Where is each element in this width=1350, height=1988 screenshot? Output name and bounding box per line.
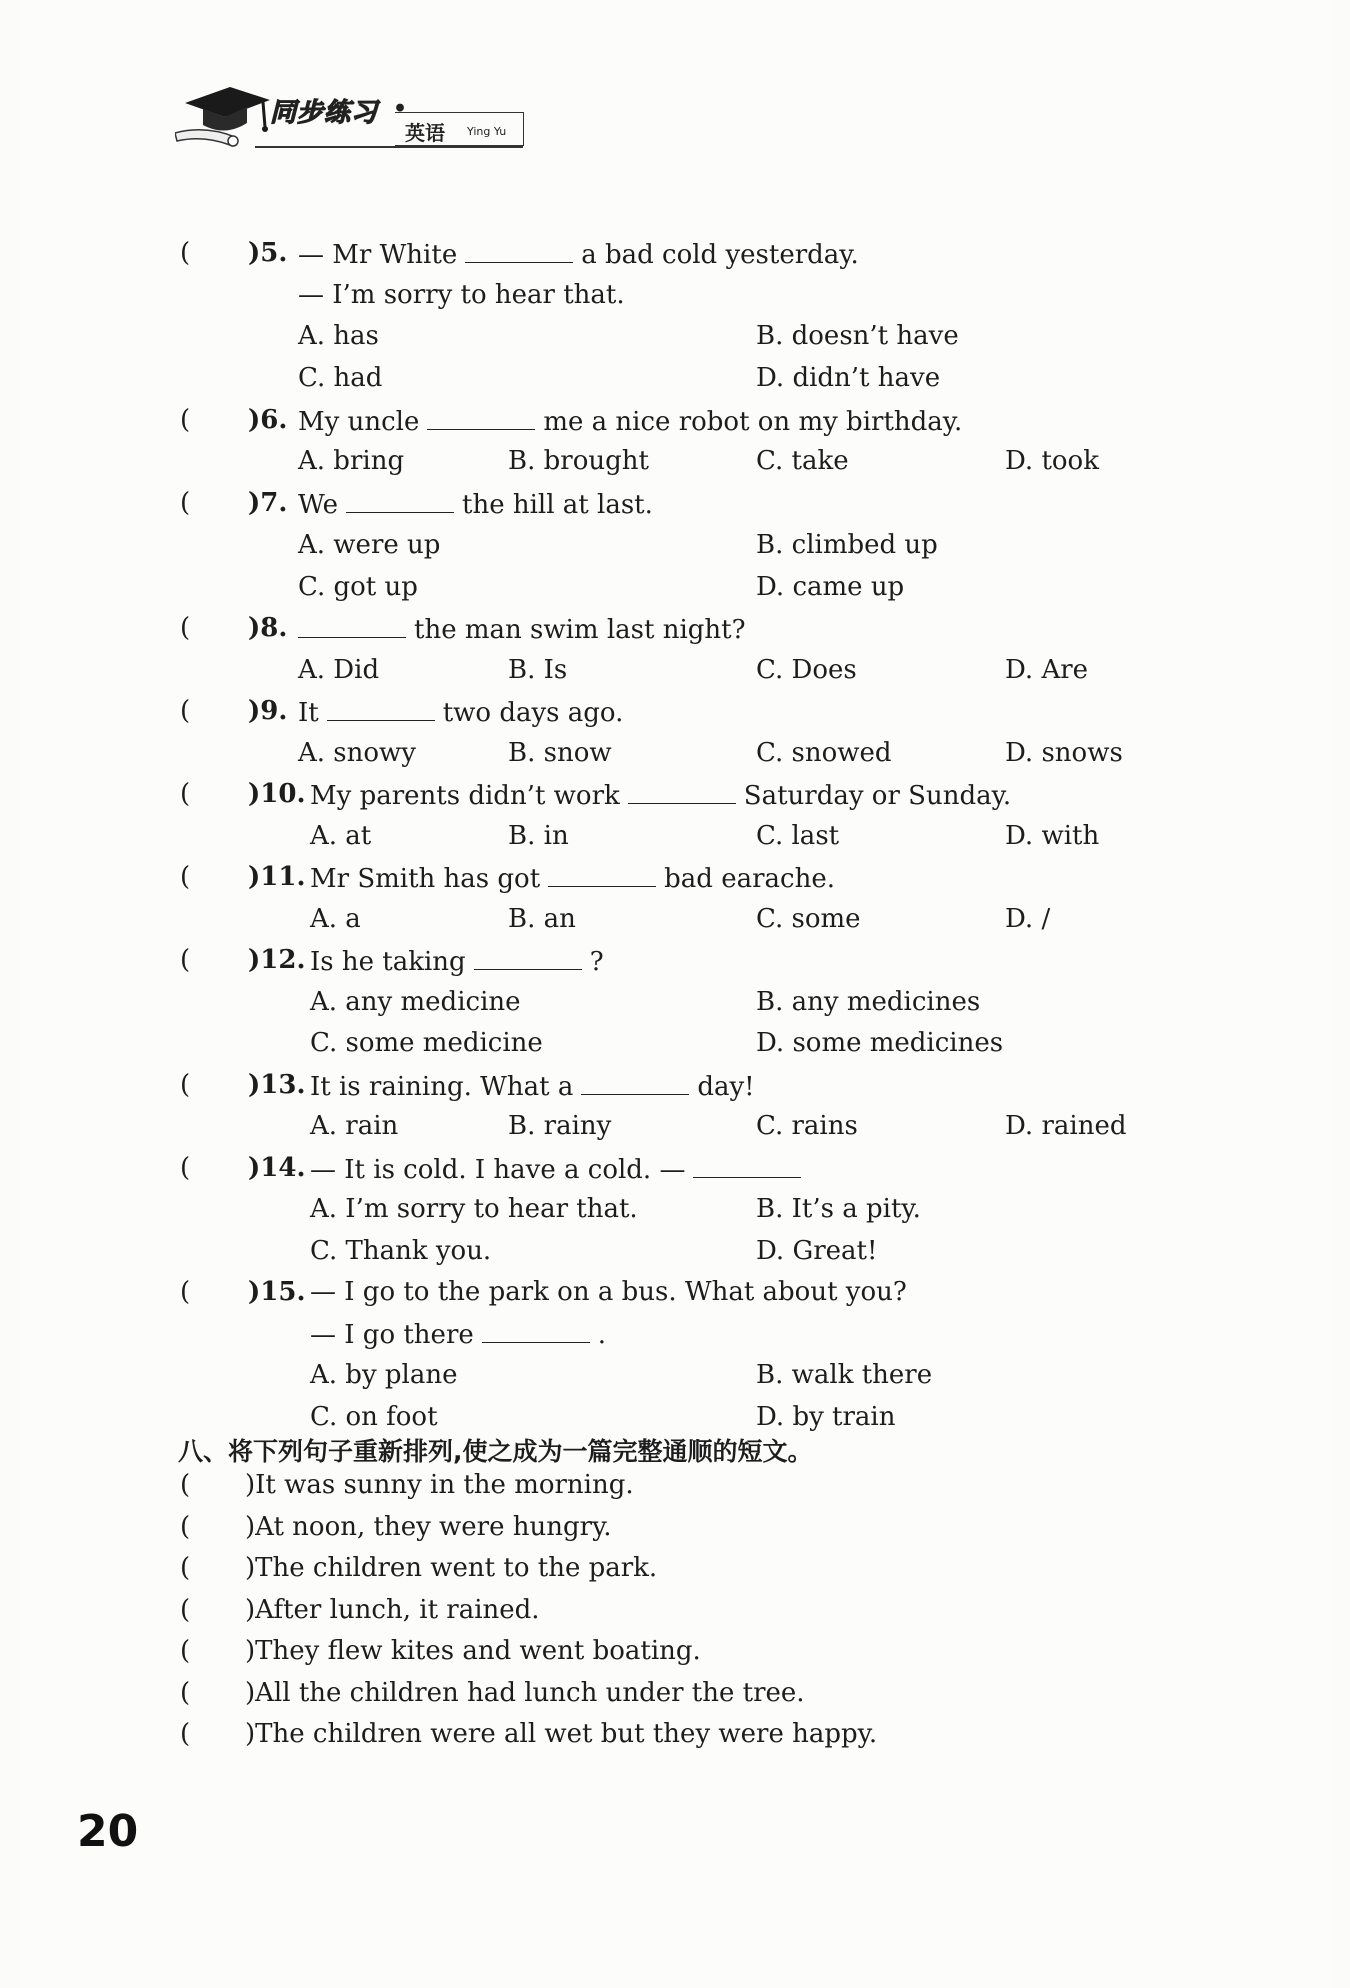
answer-paren: ( <box>180 1277 191 1307</box>
answer-paren: ( <box>180 1470 191 1500</box>
answer-blank <box>327 698 435 721</box>
option-item: D. didn’t have <box>756 363 941 393</box>
question-stem: Is he taking ? <box>310 947 604 977</box>
question-stem: It two days ago. <box>298 698 624 728</box>
header-box <box>395 112 524 146</box>
question-stem: My uncle me a nice robot on my birthday. <box>298 407 963 437</box>
answer-blank <box>298 615 406 638</box>
option-item: D. rained <box>1005 1111 1127 1141</box>
answer-paren: ( <box>180 1678 191 1708</box>
option-item: A. Did <box>298 655 380 685</box>
option-item: D. snows <box>1005 738 1123 768</box>
header-pinyin: Ying Yu <box>467 125 507 138</box>
question-number: )8. <box>248 613 288 643</box>
option-item: B. It’s a pity. <box>756 1194 921 1224</box>
answer-paren: ( <box>180 488 191 518</box>
question-number: )5. <box>248 238 288 268</box>
answer-paren: ( <box>180 1512 191 1542</box>
question-stem: We the hill at last. <box>298 490 653 520</box>
answer-blank <box>482 1320 590 1343</box>
option-item: B. any medicines <box>756 987 981 1017</box>
option-item: C. some <box>756 904 861 934</box>
question-stem: My parents didn’t work Saturday or Sunday. <box>310 781 1012 811</box>
header-rule <box>255 146 523 148</box>
section-8-title: 八、将下列句子重新排列,使之成为一篇完整通顺的短文。 <box>178 1437 813 1466</box>
question-number: )13. <box>248 1070 306 1100</box>
answer-blank <box>693 1155 801 1178</box>
reorder-sentence: )All the children had lunch under the tree. <box>245 1678 805 1708</box>
option-item: B. walk there <box>756 1360 933 1390</box>
option-item: D. / <box>1005 904 1051 934</box>
option-item: A. rain <box>310 1111 399 1141</box>
option-item: B. an <box>508 904 576 934</box>
answer-paren: ( <box>180 1070 191 1100</box>
option-item: C. rains <box>756 1111 858 1141</box>
option-item: B. Is <box>508 655 568 685</box>
answer-paren: ( <box>180 613 191 643</box>
option-item: C. take <box>756 446 849 476</box>
option-item: B. snow <box>508 738 612 768</box>
option-item: A. were up <box>298 530 441 560</box>
answer-paren: ( <box>180 1595 191 1625</box>
option-item: D. took <box>1005 446 1099 476</box>
option-item: D. some medicines <box>756 1028 1004 1058</box>
reorder-sentence: )The children were all wet but they were happy. <box>245 1719 878 1749</box>
question-number: )9. <box>248 696 288 726</box>
page-number: 20 <box>77 1806 139 1857</box>
option-item: D. with <box>1005 821 1100 851</box>
question-stem: — It is cold. I have a cold. — <box>310 1155 809 1183</box>
question-number: )10. <box>248 779 306 809</box>
reorder-sentence: )It was sunny in the morning. <box>245 1470 634 1500</box>
question-number: )14. <box>248 1153 306 1183</box>
option-item: D. came up <box>756 572 905 602</box>
answer-paren: ( <box>180 1719 191 1749</box>
header-dot: • <box>393 96 408 122</box>
option-item: B. brought <box>508 446 649 476</box>
reorder-sentence: )The children went to the park. <box>245 1553 658 1583</box>
option-item: A. bring <box>298 446 405 476</box>
question-number: )15. <box>248 1277 306 1307</box>
answer-blank <box>581 1072 689 1095</box>
answer-paren: ( <box>180 1153 191 1183</box>
option-item: A. any medicine <box>310 987 521 1017</box>
answer-paren: ( <box>180 238 191 268</box>
question-stem: — Mr White a bad cold yesterday. <box>298 240 859 270</box>
question-stem: the man swim last night? <box>298 615 746 643</box>
graduation-cap-icon <box>175 85 275 155</box>
question-number: )6. <box>248 405 288 435</box>
option-item: B. climbed up <box>756 530 938 560</box>
answer-paren: ( <box>180 1636 191 1666</box>
option-item: C. Does <box>756 655 857 685</box>
question-number: )12. <box>248 945 306 975</box>
answer-paren: ( <box>180 862 191 892</box>
option-item: A. snowy <box>298 738 416 768</box>
question-number: )7. <box>248 488 288 518</box>
answer-blank <box>427 407 535 430</box>
question-stem: Mr Smith has got bad earache. <box>310 864 835 894</box>
question-stem: It is raining. What a day! <box>310 1072 755 1102</box>
option-item: B. doesn’t have <box>756 321 959 351</box>
option-item: A. I’m sorry to hear that. <box>310 1194 638 1224</box>
option-item: B. in <box>508 821 569 851</box>
question-number: )11. <box>248 862 306 892</box>
option-item: A. a <box>310 904 361 934</box>
answer-blank <box>474 947 582 970</box>
option-item: C. some medicine <box>310 1028 543 1058</box>
option-item: C. snowed <box>756 738 892 768</box>
option-item: D. by train <box>756 1402 896 1432</box>
option-item: C. on foot <box>310 1402 438 1432</box>
option-item: C. last <box>756 821 840 851</box>
answer-blank <box>465 240 573 263</box>
answer-paren: ( <box>180 945 191 975</box>
option-item: D. Great! <box>756 1236 878 1266</box>
answer-paren: ( <box>180 696 191 726</box>
reorder-sentence: )At noon, they were hungry. <box>245 1512 612 1542</box>
question-stem: — I go there . <box>310 1320 607 1350</box>
option-item: B. rainy <box>508 1111 612 1141</box>
answer-paren: ( <box>180 1553 191 1583</box>
option-item: C. got up <box>298 572 418 602</box>
option-item: A. by plane <box>310 1360 458 1390</box>
answer-blank <box>628 781 736 804</box>
answer-paren: ( <box>180 405 191 435</box>
option-item: D. Are <box>1005 655 1089 685</box>
question-stem: — I go to the park on a bus. What about you? <box>310 1277 907 1307</box>
answer-blank <box>548 864 656 887</box>
header-title: 同步练习 <box>270 98 379 128</box>
reorder-sentence: )After lunch, it rained. <box>245 1595 540 1625</box>
answer-blank <box>346 490 454 513</box>
option-item: A. has <box>298 321 379 351</box>
answer-paren: ( <box>180 779 191 809</box>
option-item: C. had <box>298 363 383 393</box>
reorder-sentence: )They flew kites and went boating. <box>245 1636 701 1666</box>
option-item: C. Thank you. <box>310 1236 492 1266</box>
header-subject: 英语 <box>405 121 445 145</box>
option-item: A. at <box>310 821 372 851</box>
question-stem: — I’m sorry to hear that. <box>298 280 625 310</box>
